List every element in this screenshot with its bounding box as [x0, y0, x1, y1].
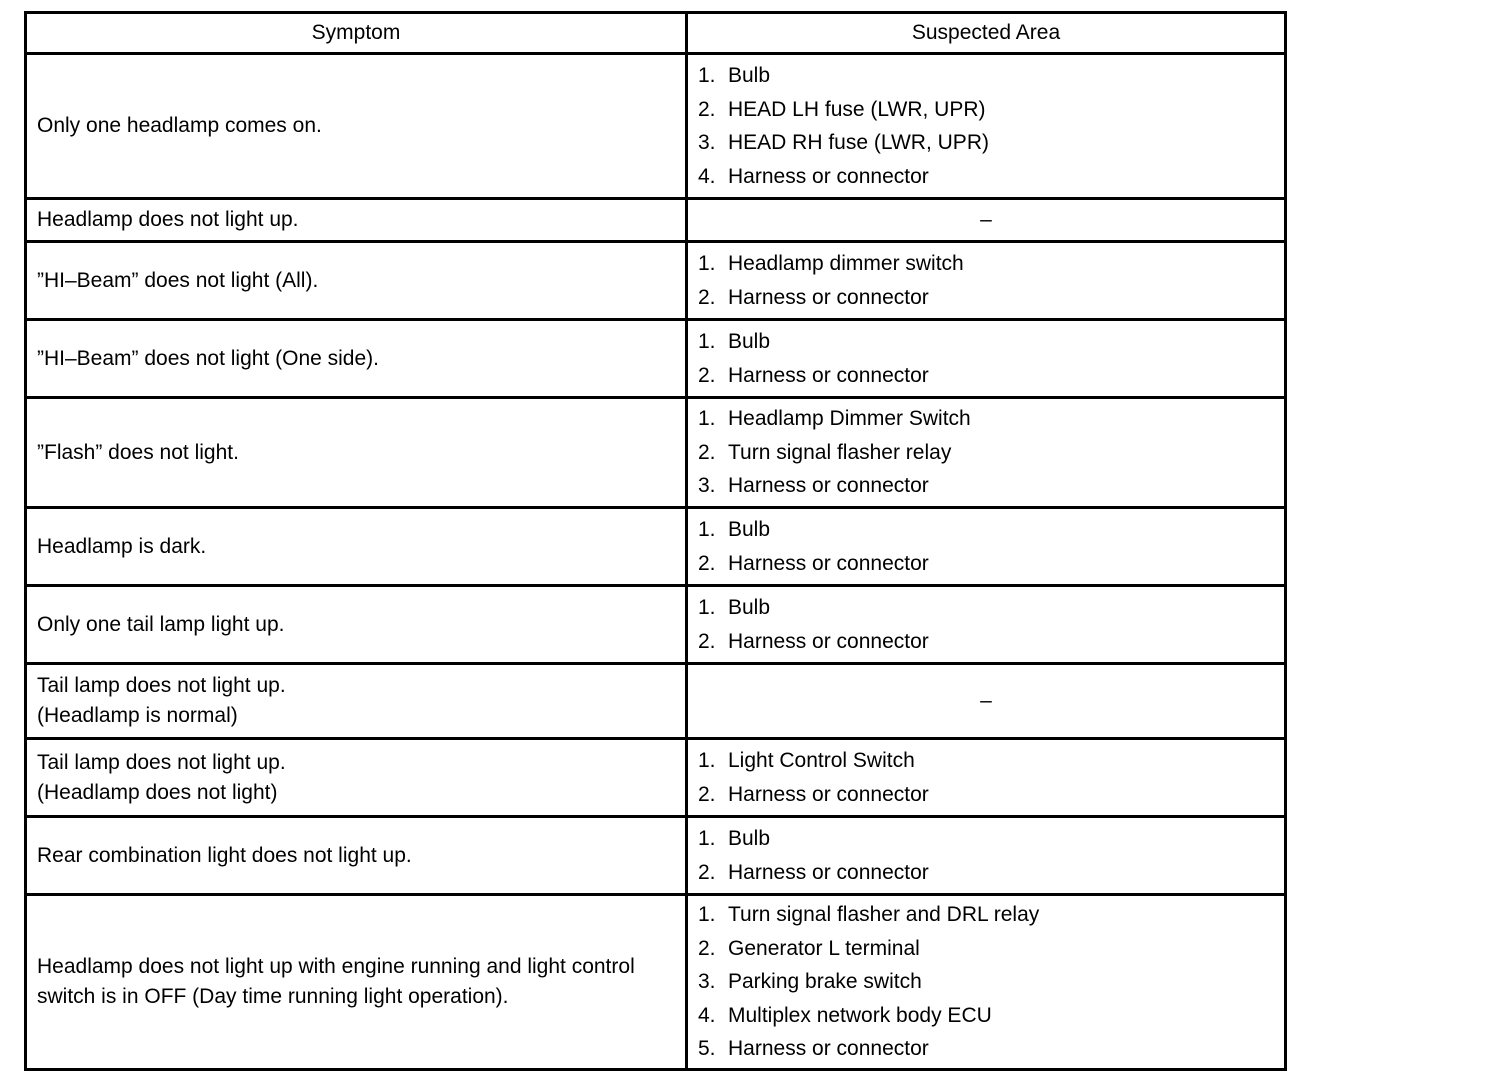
suspected-area-item — [698, 778, 1274, 812]
suspected-area-cell — [687, 739, 1286, 817]
table-row — [26, 739, 1286, 817]
item-number: 2. — [698, 860, 716, 884]
suspected-area-cell — [687, 817, 1286, 895]
table-row — [26, 817, 1286, 895]
symptom-cell — [26, 199, 687, 242]
suspected-area-item — [698, 436, 1274, 470]
symptom-cell — [26, 895, 687, 1070]
symptom-text: Tail lamp does not light up. — [37, 750, 286, 774]
symptom-text: Only one headlamp comes on. — [37, 114, 322, 137]
item-text: Harness or connector — [728, 629, 929, 653]
suspected-area-cell — [687, 508, 1286, 586]
item-number: 1. — [698, 518, 716, 541]
suspected-area-list — [698, 59, 1274, 193]
no-area-dash: – — [980, 208, 992, 231]
symptom-text: switch is in OFF (Day time running light operation). — [37, 985, 509, 1008]
suspected-area-list — [698, 591, 1274, 658]
suspected-area-cell — [687, 586, 1286, 664]
symptom-cell — [26, 508, 687, 586]
item-number: 3. — [698, 131, 716, 154]
item-text: Multiplex network body ECU — [728, 1003, 992, 1027]
suspected-area-item — [698, 856, 1274, 890]
symptom-text: ”HI–Beam” does not light (All). — [37, 268, 319, 292]
symptom-text: Tail lamp does not light up. — [37, 674, 286, 697]
suspected-area-item — [698, 325, 1274, 359]
item-text: Headlamp Dimmer Switch — [728, 407, 971, 431]
item-number: 4. — [698, 1003, 716, 1027]
suspected-area-item — [698, 591, 1274, 625]
item-number: 2. — [698, 440, 716, 464]
suspected-area-cell — [687, 242, 1286, 320]
item-number: 1. — [698, 64, 716, 87]
item-number: 1. — [698, 903, 716, 927]
item-text: Turn signal flasher and DRL relay — [728, 903, 1040, 927]
table-row — [26, 54, 1286, 199]
symptom-cell — [26, 739, 687, 817]
header-row — [26, 13, 1286, 54]
item-number: 1. — [698, 407, 716, 431]
suspected-area-item — [698, 247, 1274, 281]
item-text: Harness or connector — [728, 363, 929, 387]
item-number: 2. — [698, 97, 716, 121]
suspected-area-cell — [687, 664, 1286, 739]
item-text: Headlamp dimmer switch — [728, 252, 964, 275]
item-number: 3. — [698, 970, 716, 994]
item-text: Bulb — [728, 827, 771, 850]
suspected-area-item — [698, 625, 1274, 659]
suspected-area-item — [698, 59, 1274, 93]
symptom-text: ”Flash” does not light. — [37, 440, 239, 464]
item-text: Bulb — [728, 330, 771, 353]
suspected-area-item — [698, 160, 1274, 194]
suspected-area-list — [698, 247, 1274, 314]
item-text: Light Control Switch — [728, 749, 915, 772]
no-area-dash: – — [980, 689, 992, 712]
item-number: 5. — [698, 1037, 716, 1061]
suspected-area-item — [698, 281, 1274, 315]
item-number: 1. — [698, 827, 716, 850]
item-number: 1. — [698, 252, 716, 275]
suspected-area-cell — [687, 398, 1286, 508]
item-number: 1. — [698, 749, 716, 772]
item-number: 2. — [698, 285, 716, 309]
symptom-text: Headlamp does not light up. — [37, 208, 299, 231]
symptom-text: Headlamp does not light up with engine running and light control — [37, 955, 635, 978]
symptom-column-header: Symptom — [26, 13, 687, 54]
item-text: Generator L terminal — [728, 936, 920, 960]
symptom-text: Rear combination light does not light up. — [37, 843, 412, 867]
item-number: 2. — [698, 782, 716, 806]
symptom-text: ”HI–Beam” does not light (One side). — [37, 346, 379, 370]
table-row — [26, 199, 1286, 242]
suspected-area-item — [698, 898, 1274, 932]
item-text: Harness or connector — [728, 860, 929, 884]
item-text: Harness or connector — [728, 474, 929, 498]
item-text: Parking brake switch — [728, 970, 922, 994]
symptom-cell — [26, 586, 687, 664]
symptom-text: Only one tail lamp light up. — [37, 612, 285, 636]
table-body — [26, 54, 1286, 1070]
item-text: Bulb — [728, 518, 771, 541]
symptom-text: Headlamp is dark. — [37, 534, 207, 558]
item-text: Turn signal flasher relay — [728, 440, 952, 464]
suspected-area-item — [698, 1032, 1274, 1066]
item-text: Harness or connector — [728, 285, 929, 309]
symptom-cell — [26, 817, 687, 895]
item-text: Harness or connector — [728, 164, 929, 188]
item-text: Harness or connector — [728, 782, 929, 806]
suspected-area-item — [698, 744, 1274, 778]
suspected-area-list — [698, 822, 1274, 889]
suspected-area-item — [698, 822, 1274, 856]
suspected-area-list — [698, 898, 1274, 1066]
suspected-area-item — [698, 126, 1274, 160]
suspected-area-list — [698, 513, 1274, 580]
suspected-area-cell — [687, 895, 1286, 1070]
table-row — [26, 398, 1286, 508]
item-text: HEAD RH fuse (LWR, UPR) — [728, 131, 989, 154]
table-row — [26, 242, 1286, 320]
table-row — [26, 586, 1286, 664]
item-number: 4. — [698, 164, 716, 188]
table-row — [26, 664, 1286, 739]
symptom-cell — [26, 398, 687, 508]
suspected-area-cell — [687, 54, 1286, 199]
symptom-cell — [26, 242, 687, 320]
suspected-area-cell — [687, 320, 1286, 398]
suspected-area-item — [698, 93, 1274, 127]
table-row — [26, 895, 1286, 1070]
suspected-area-list — [698, 402, 1274, 503]
symptom-cell — [26, 54, 687, 199]
suspected-area-list — [698, 744, 1274, 811]
symptom-cell — [26, 320, 687, 398]
suspected-area-list — [698, 325, 1274, 392]
symptom-text: (Headlamp is normal) — [37, 704, 238, 727]
suspected-area-item — [698, 932, 1274, 966]
item-text: Harness or connector — [728, 551, 929, 575]
suspected-area-item — [698, 547, 1274, 581]
symptom-text: (Headlamp does not light) — [37, 780, 278, 804]
suspected-area-item — [698, 402, 1274, 436]
item-number: 2. — [698, 629, 716, 653]
troubleshooting-table — [24, 11, 1287, 1071]
item-number: 2. — [698, 363, 716, 387]
suspected-area-item — [698, 965, 1274, 999]
suspected-area-cell — [687, 199, 1286, 242]
suspected-area-column-header: Suspected Area — [687, 13, 1286, 54]
item-text: Harness or connector — [728, 1037, 929, 1061]
item-number: 1. — [698, 330, 716, 353]
item-number: 1. — [698, 596, 716, 619]
suspected-area-item — [698, 513, 1274, 547]
table-row — [26, 320, 1286, 398]
table-row — [26, 508, 1286, 586]
suspected-area-item — [698, 999, 1274, 1033]
item-number: 3. — [698, 474, 716, 498]
item-text: HEAD LH fuse (LWR, UPR) — [728, 97, 986, 121]
item-text: Bulb — [728, 64, 771, 87]
suspected-area-item — [698, 469, 1274, 503]
item-text: Bulb — [728, 596, 771, 619]
item-number: 2. — [698, 936, 716, 960]
item-number: 2. — [698, 551, 716, 575]
symptom-cell — [26, 664, 687, 739]
suspected-area-item — [698, 359, 1274, 393]
